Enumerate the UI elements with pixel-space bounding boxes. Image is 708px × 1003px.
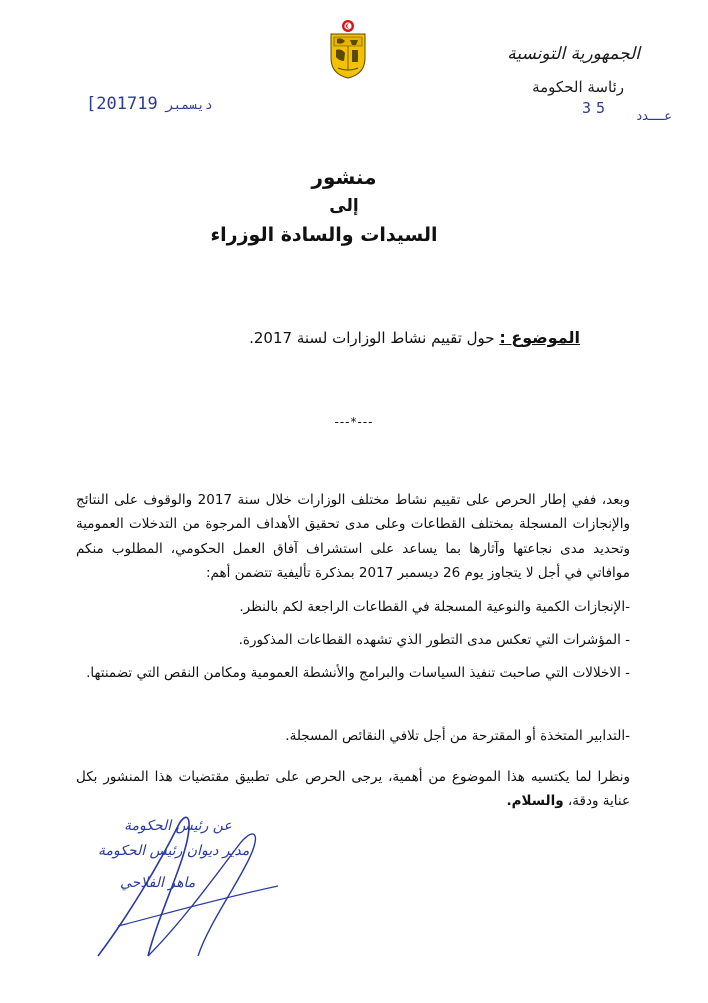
subject-line (249, 328, 580, 347)
office-name: رئاسة الحكومة (532, 78, 624, 96)
tunisia-coat-of-arms-icon (325, 18, 371, 80)
date-year: 2017 (96, 94, 138, 114)
bullet-item: -التدابير المتخذة أو المقترحة من أجل تلافي النقائص المسجلة. (285, 728, 630, 744)
date-stamp: [2017 ديسمبر19 (86, 94, 213, 114)
signature-on-behalf: عن رئيس الحكومة (124, 818, 232, 834)
republic-name: الجمهورية التونسية (507, 44, 640, 64)
reference-label: عــــدد (636, 109, 672, 124)
closing-text: ونظرا لما يكتسيه هذا الموضوع من أهمية، يرجى الحرص على تطبيق مقتضيات هذا المنشور بكل عناية ودقة، (76, 769, 630, 810)
circular-to: إلى (329, 196, 359, 216)
signature-title: مدير ديوان رئيس الحكومة (98, 843, 250, 859)
bullet-item: -الإنجازات الكمية والنوعية المسجلة في القطاعات الراجعة لكم بالنظر. (239, 599, 630, 615)
circular-title: منشور (311, 165, 377, 189)
bullet-item: - المؤشرات التي تعكس مدى التطور الذي تشهده القطاعات المذكورة. (238, 632, 630, 648)
separator: ---*--- (334, 415, 374, 429)
signature-name: ماهر الفلاحي (120, 875, 196, 891)
reference-number: 35 (581, 99, 610, 117)
subject-text: حول تقييم نشاط الوزارات لسنة 2017. (249, 329, 495, 347)
subject-label: الموضوع : (499, 328, 580, 347)
date-day: 19 (137, 94, 158, 114)
date-month: ديسمبر (165, 98, 213, 113)
bullet-item: - الاخلالات التي صاحبت تنفيذ السياسات والبرامج والأنشطة العمومية ومكامن النقص التي تضمنتها. (86, 665, 630, 681)
salutation: والسلام. (506, 793, 564, 810)
intro-paragraph: وبعد، ففي إطار الحرص على تقييم نشاط مختلف الوزارات خلال سنة 2017 والوقوف على النتائج والإنجازات المسجلة بمختلف القطاعات وعلى مدى تحقيق الأهداف المرجوة من التدخلات العمومية وتحديد مدى نجاعتها وآثارها بما يساعد على استشراف آفاق العمل الحكومي، المطلوب منكم موافاتي في أجل لا يتجاوز يوم 26 ديسمبر 2017 بمذكرة تأليفية تتضمن أهم: (76, 492, 630, 582)
circular-recipients: السيدات والسادة الوزراء (210, 224, 438, 246)
